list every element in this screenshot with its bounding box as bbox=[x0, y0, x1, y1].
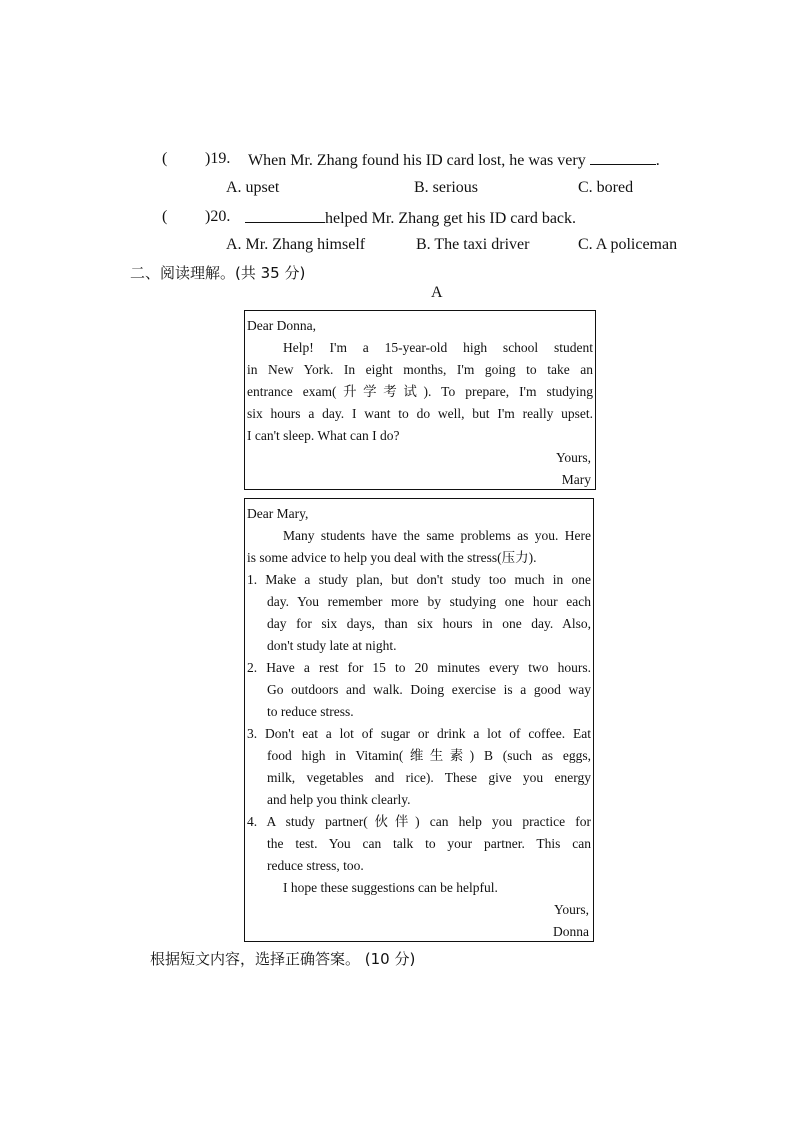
answer-blank[interactable] bbox=[245, 208, 325, 223]
instruction-text: 根据短文内容，选择正确答案。 (10 分) bbox=[150, 950, 416, 968]
question-19-text: When Mr. Zhang found his ID card lost, he was very bbox=[248, 152, 586, 169]
question-20-stem bbox=[245, 208, 576, 228]
question-20-option-b[interactable]: B. The taxi driver bbox=[416, 236, 530, 253]
letter-line: I can't sleep. What can I do? bbox=[247, 428, 400, 443]
question-20-paren: ( bbox=[162, 208, 168, 225]
letter-signature: Donna bbox=[553, 924, 589, 939]
letter-greeting: Dear Donna, bbox=[247, 318, 316, 333]
question-20-option-a[interactable]: A. Mr. Zhang himself bbox=[226, 236, 366, 253]
advice-item-3-line: food high in Vitamin(维生素) B (such as eggs, bbox=[267, 748, 591, 763]
letter-line: entrance exam(升学考试). To prepare, I'm studying bbox=[247, 384, 593, 399]
letter-greeting: Dear Mary, bbox=[247, 506, 309, 521]
letter-line: in New York. In eight months, I'm going to take an bbox=[247, 362, 593, 377]
answer-blank[interactable] bbox=[590, 150, 656, 165]
advice-item-1-line: 1. Make a study plan, but don't study too much in one bbox=[247, 572, 591, 587]
advice-item-2-line: Go outdoors and walk. Doing exercise is a good way bbox=[267, 682, 591, 697]
letter-closing: Yours, bbox=[555, 450, 591, 465]
passage-label: A bbox=[431, 284, 443, 301]
advice-item-1-line: day. You remember more by studying one hour each bbox=[267, 594, 591, 609]
question-19-stem bbox=[248, 150, 660, 170]
advice-item-4-line: 4. A study partner(伙伴) can help you practice for bbox=[247, 814, 591, 829]
advice-item-3-line: milk, vegetables and rice). These give you energy bbox=[267, 770, 591, 785]
question-19-option-c[interactable]: C. bored bbox=[578, 179, 634, 196]
letter-from-donna bbox=[244, 498, 594, 942]
advice-item-3-line: and help you think clearly. bbox=[267, 792, 411, 807]
question-19-option-a[interactable]: A. upset bbox=[226, 179, 280, 196]
advice-item-1-line: don't study late at night. bbox=[267, 638, 397, 653]
section-heading: 二、阅读理解。(共 35 分) bbox=[130, 264, 306, 282]
advice-item-4-line: reduce stress, too. bbox=[267, 858, 364, 873]
letter-signature: Mary bbox=[561, 472, 591, 487]
letter-from-mary bbox=[244, 310, 596, 490]
question-20-text: helped Mr. Zhang get his ID card back. bbox=[325, 210, 577, 227]
question-20-number: )20. bbox=[205, 208, 231, 225]
letter-hope: I hope these suggestions can be helpful. bbox=[283, 880, 498, 895]
letter-closing: Yours, bbox=[553, 902, 589, 917]
question-19-paren: ( bbox=[162, 150, 168, 167]
advice-item-1-line: day for six days, than six hours in one day. Also, bbox=[267, 616, 591, 631]
letter-line: Help! I'm a 15-year-old high school student bbox=[283, 340, 593, 355]
advice-item-2-line: 2. Have a rest for 15 to 20 minutes every two hours. bbox=[247, 660, 591, 675]
advice-item-3-line: 3. Don't eat a lot of sugar or drink a lot of coffee. Eat bbox=[247, 726, 591, 741]
letter-line: is some advice to help you deal with the stress(压力). bbox=[247, 550, 537, 565]
question-20-option-c[interactable]: C. A policeman bbox=[578, 236, 678, 253]
advice-item-4-line: the test. You can talk to your partner. This can bbox=[267, 836, 591, 851]
letter-line: six hours a day. I want to do well, but I'm really upset. bbox=[247, 406, 593, 421]
advice-item-2-line: to reduce stress. bbox=[267, 704, 354, 719]
question-19-number: )19. bbox=[205, 150, 231, 167]
question-19-option-b[interactable]: B. serious bbox=[414, 179, 478, 196]
letter-line: Many students have the same problems as you. Here bbox=[283, 528, 591, 543]
question-19-period: . bbox=[655, 152, 660, 169]
